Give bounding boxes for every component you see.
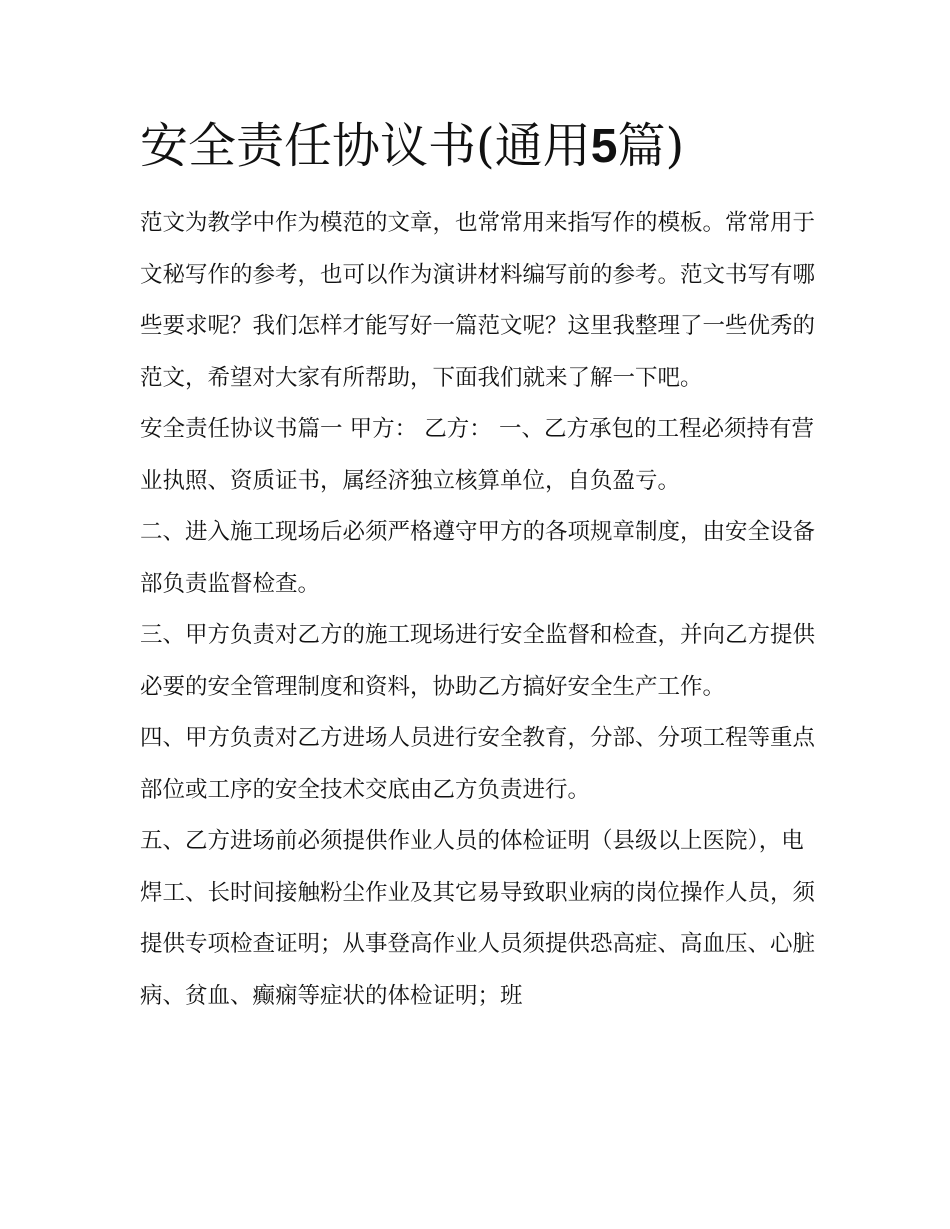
document-title [140, 112, 840, 181]
agreement-clause-5: 五、乙方进场前必须提供作业人员的体检证明（县级以上医院），电焊工、长时间接触粉尘作业及其它易导致职业病的岗位操作人员，须提供专项检查证明；从事登高作业人员须提供恐高症、高血压、心脏病、贫血、癫痫等症状的体检证明；班 [140, 828, 816, 1009]
agreement-clause-3: 三、甲方负责对乙方的施工现场进行安全监督和检查，并向乙方提供必要的安全管理制度和资料，协助乙方搞好安全生产工作。 [140, 622, 816, 700]
intro-paragraph: 范文为教学中作为模范的文章，也常常用来指写作的模板。常常用于文秘写作的参考，也可以作为演讲材料编写前的参考。范文书写有哪些要求呢？我们怎样才能写好一篇范文呢？这里我整理了一些优秀的范文，希望对大家有所帮助，下面我们就来了解一下吧。 [140, 210, 816, 391]
title-number: 5 [590, 120, 618, 173]
agreement-clause-2: 二、进入施工现场后必须严格遵守甲方的各项规章制度，由安全设备部负责监督检查。 [140, 519, 816, 597]
agreement-clause-4: 四、甲方负责对乙方进场人员进行安全教育，分部、分项工程等重点部位或工序的安全技术交底由乙方负责进行。 [140, 725, 816, 803]
document-body [140, 198, 820, 1022]
agreement-clause-1: 安全责任协议书篇一 甲方： 乙方： 一、乙方承包的工程必须持有营业执照、资质证书，属经济独立核算单位，自负盈亏。 [140, 416, 814, 494]
title-suffix: 篇) [617, 118, 685, 174]
title-prefix: 安全责任协议书(通用 [140, 118, 591, 174]
